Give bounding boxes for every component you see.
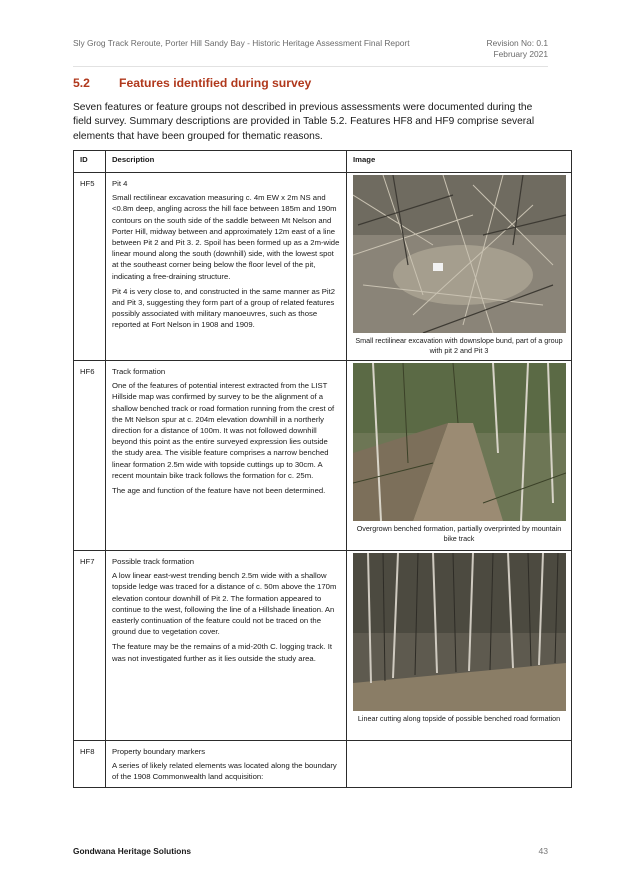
feature-image-cell [347, 741, 572, 788]
section-title: Features identified during survey [119, 76, 312, 90]
photo-caption: Small rectilinear excavation with downslope bund, part of a group with pit 2 and Pit 3 [355, 336, 563, 355]
description-paragraph: One of the features of potential interest extracted from the LIST Hillside map was confirmed by survey to be the alignment of a shallow benched track or road formation running from the crest of the Mt Nelson spur at c. 204m elevation downhill in a northerly direction for a distance of 100m. It was not followed downhill beyond this point as the entire surveyed expression lies outside the study area. The visible feature comprises a narrow benched linear formation 2.5m wide with topside cuttings up to 30cm. A recent mountain bike track follows the formation for c. 25m. [112, 381, 335, 480]
page-number: 43 [538, 846, 548, 856]
description-paragraph: The age and function of the feature have not been determined. [112, 486, 326, 496]
description-paragraph: The feature may be the remains of a mid-20th C. logging track. It was not investigated further as it lies outside the study area. [112, 642, 333, 663]
feature-title: Property boundary markers [112, 747, 206, 756]
header-divider [73, 66, 548, 67]
feature-photo [353, 553, 566, 711]
linear-cutting-photo [353, 553, 566, 711]
feature-description [106, 551, 347, 741]
features-table [73, 150, 572, 788]
table-row [74, 361, 572, 551]
header-description: Description [106, 151, 347, 173]
section-heading [73, 76, 311, 90]
feature-image-cell [347, 173, 572, 361]
header-image: Image [347, 151, 572, 173]
header-title: Sly Grog Track Reroute, Porter Hill Sandy Bay - Historic Heritage Assessment Final Report [73, 38, 410, 48]
description-paragraph: A low linear east-west trending bench 2.5m wide with a shallow topside ledge was traced for a distance of c. 50m above the 170m elevation contour downhill of Pit 2. The formation appeared to continue to the west, following the line of a Hillshade lineation. An easterly continuation of the feature could not be traced on the ground due to vegetation cover. [112, 571, 337, 637]
revision-number: Revision No: 0.1 [486, 38, 548, 48]
feature-title: Track formation [112, 367, 166, 376]
revision-date: February 2021 [493, 49, 548, 59]
feature-description [106, 173, 347, 361]
feature-description [106, 741, 347, 788]
feature-id: HF8 [74, 741, 106, 788]
feature-image-cell [347, 551, 572, 741]
table-row [74, 551, 572, 741]
feature-title: Pit 4 [112, 179, 128, 188]
feature-image-cell [347, 361, 572, 551]
photo-caption: Linear cutting along topside of possible benched road formation [357, 714, 561, 723]
feature-photo [353, 363, 566, 521]
feature-id: HF5 [74, 173, 106, 361]
description-paragraph: A series of likely related elements was located along the boundary of the 1908 Commonwealth land acquisition: [112, 761, 337, 782]
table-row [74, 741, 572, 788]
photo-caption: Overgrown benched formation, partially overprinted by mountain bike track [356, 524, 562, 543]
section-number: 5.2 [73, 76, 90, 90]
header-id: ID [74, 151, 106, 173]
table-header-row [74, 151, 572, 173]
description-paragraph: Small rectilinear excavation measuring c. 4m EW x 2m NS and <0.8m deep, angling across the hill face between 185m and 190m contours on the south side of the saddle between Mt Nelson and Porter Hill, midway between and approximately 12m east of a line between Pit 2 and Pit 3. 2. Spoil has been formed up as a 2m-wide linear mound along the south (downhill) side, with the lowest spot at the southeast corner being below the floor level of the pit, indicating a free-draining structure. [112, 193, 340, 281]
track-formation-photo [353, 363, 566, 521]
feature-title: Possible track formation [112, 557, 195, 566]
footer-organisation: Gondwana Heritage Solutions [73, 846, 192, 856]
feature-id: HF6 [74, 361, 106, 551]
feature-id: HF7 [74, 551, 106, 741]
intro-paragraph: Seven features or feature groups not described in previous assessments were documented during the field survey. Summary descriptions are provided in Table 5.2. Features HF8 and HF9 comprise several elements that have been grouped for thematic reasons. [73, 102, 535, 142]
description-paragraph: Pit 4 is very close to, and constructed in the same manner as Pit2 and Pit 3, suggesting they form part of a group of related features possibly associated with military manoeuvres, such as those reported at Fort Nelson in 1908 and 1909. [112, 286, 336, 330]
pit-excavation-photo [353, 175, 566, 333]
header-revision [487, 38, 548, 60]
table-row [74, 173, 572, 361]
feature-description [106, 361, 347, 551]
feature-photo [353, 175, 566, 333]
